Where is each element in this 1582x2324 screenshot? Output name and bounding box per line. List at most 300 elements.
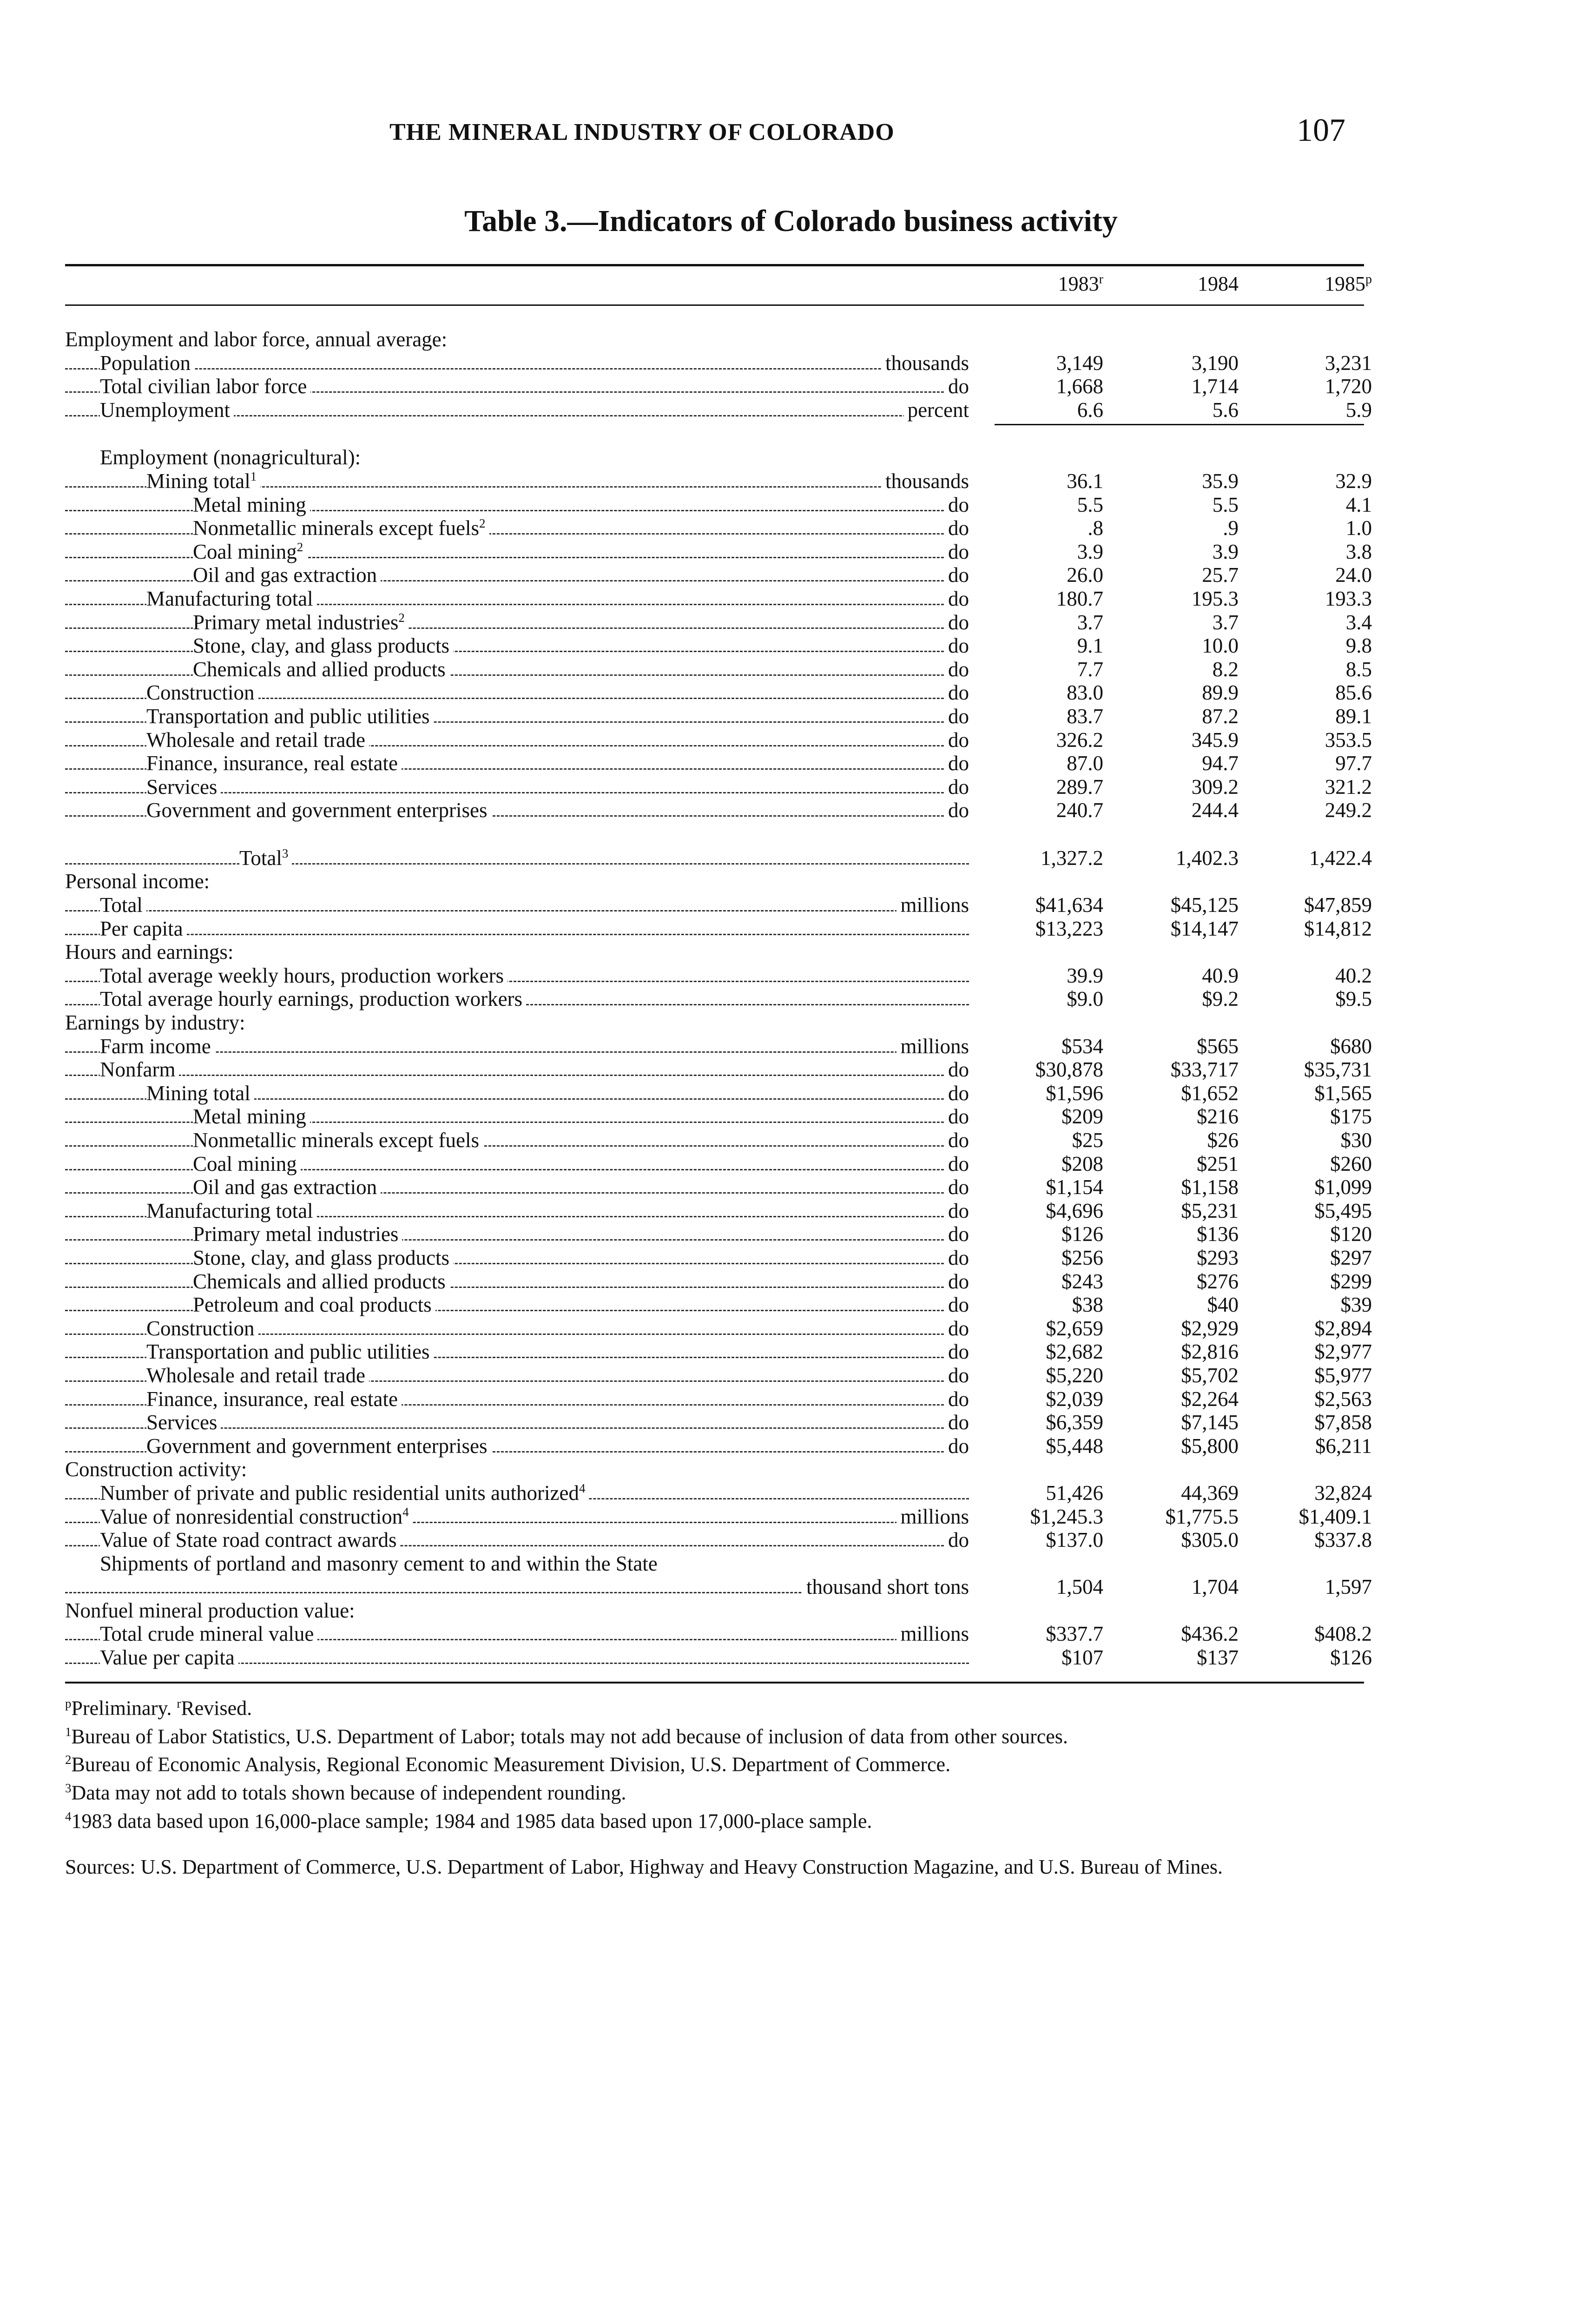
row-unit: millions	[896, 893, 969, 917]
row-unit: do	[944, 752, 969, 775]
footnote-mark: r	[177, 1697, 181, 1710]
cell-1985: 85.6	[1335, 681, 1372, 705]
row-label: Shipments of portland and masonry cement to and within the State	[100, 1552, 661, 1575]
table-row	[0, 681, 1582, 705]
row-unit: do	[944, 1270, 969, 1293]
row-label: Government and government enterprises	[146, 799, 491, 822]
table-row	[0, 705, 1582, 728]
table-row	[0, 1222, 1582, 1246]
table-row	[0, 1105, 1582, 1129]
row-unit: do	[944, 1246, 969, 1269]
cell-1983: 3.9	[1077, 540, 1103, 563]
row-label: Number of private and public residential units authorized$^4$	[100, 1481, 589, 1505]
cell-1985: 24.0	[1335, 563, 1372, 587]
table-bottom-rule	[65, 1682, 1364, 1684]
table-row	[0, 587, 1582, 611]
row-label: Metal mining	[193, 493, 310, 516]
cell-1985: $680	[1330, 1034, 1372, 1058]
table-row	[0, 1152, 1582, 1176]
cell-1985: 1,597	[1325, 1575, 1372, 1598]
row-label: Metal mining	[193, 1105, 310, 1128]
table-row	[0, 752, 1582, 775]
row-unit: do	[944, 1364, 969, 1387]
table-row	[0, 446, 1582, 469]
row-unit: do	[944, 493, 969, 516]
cell-1983: $2,659	[1046, 1316, 1103, 1340]
dot-leader	[65, 368, 969, 370]
row-label: Primary metal industries	[193, 1222, 402, 1246]
row-label: Farm income	[100, 1035, 215, 1058]
table-row	[0, 516, 1582, 540]
footnote-ref: 3	[282, 846, 289, 860]
row-label: Wholesale and retail trade	[146, 1364, 369, 1387]
cell-1983: 289.7	[1056, 775, 1103, 799]
cell-1983: 6.6	[1077, 398, 1103, 422]
row-unit: do	[944, 634, 969, 657]
footnote	[65, 1720, 1364, 1749]
cell-1984: $251	[1197, 1152, 1239, 1175]
cell-1983: $107	[1061, 1645, 1103, 1669]
footnote-text: Data may not add to totals shown because of independent rounding.	[71, 1781, 626, 1804]
cell-1983: $209	[1061, 1105, 1103, 1129]
table-row	[0, 328, 1582, 351]
cell-1984: 3,190	[1191, 351, 1239, 375]
cell-1983: 87.0	[1067, 752, 1103, 775]
row-label: Value of State road contract awards	[100, 1528, 400, 1552]
table-row	[0, 1458, 1582, 1481]
table-row	[0, 987, 1582, 1011]
row-unit: do	[944, 1129, 969, 1152]
cell-1985: 3,231	[1325, 351, 1372, 375]
cell-1985: $2,977	[1314, 1340, 1372, 1364]
table-row	[0, 799, 1582, 822]
cell-1984: 44,369	[1181, 1481, 1239, 1505]
table-row	[0, 1622, 1582, 1646]
row-label: Nonfarm	[100, 1058, 179, 1081]
row-label: Petroleum and coal products	[193, 1293, 435, 1316]
cell-1983: $1,245.3	[1030, 1505, 1103, 1528]
cell-1984: $5,702	[1181, 1363, 1239, 1387]
footnote-mark: 3	[65, 1781, 72, 1795]
cell-1984: $216	[1197, 1105, 1239, 1129]
cell-1984: 10.0	[1202, 634, 1239, 658]
cell-1983: $256	[1061, 1246, 1103, 1269]
row-label: Oil and gas extraction	[193, 563, 381, 587]
row-unit: do	[944, 516, 969, 540]
cell-1985: 4.1	[1345, 493, 1372, 516]
row-unit: millions	[896, 1505, 969, 1528]
running-title: THE MINERAL INDUSTRY OF COLORADO	[389, 119, 895, 145]
footnote-mark: p	[65, 1697, 72, 1710]
table-row	[0, 351, 1582, 375]
cell-1985: $297	[1330, 1246, 1372, 1269]
cell-1984: $9.2	[1202, 987, 1239, 1011]
row-unit: do	[944, 1528, 969, 1552]
row-label: Mining total$^1$	[146, 469, 260, 493]
cell-1985: $1,409.1	[1299, 1505, 1372, 1528]
cell-1985: $2,563	[1314, 1387, 1372, 1411]
row-unit: do	[944, 1434, 969, 1458]
cell-1985: $260	[1330, 1152, 1372, 1175]
footnote-ref: 2	[479, 516, 486, 531]
row-label: Total	[100, 893, 146, 917]
row-label: Population	[100, 351, 194, 375]
cell-1983: $243	[1061, 1269, 1103, 1293]
row-unit: do	[944, 563, 969, 587]
dot-leader	[65, 863, 969, 865]
cell-1984: $33,717	[1170, 1058, 1239, 1082]
cell-1985: $6,211	[1315, 1434, 1372, 1458]
row-unit: do	[944, 681, 969, 704]
cell-1983: $25	[1072, 1129, 1103, 1152]
cell-1984: .9	[1223, 516, 1239, 540]
cell-1985: $1,565	[1314, 1081, 1372, 1105]
cell-1984: $1,652	[1181, 1081, 1239, 1105]
footnote	[65, 1805, 1364, 1833]
cell-1984: 25.7	[1202, 563, 1239, 587]
table-title: Table 3.—Indicators of Colorado business activity	[464, 204, 1118, 238]
cell-1985: $126	[1330, 1645, 1372, 1669]
row-label: Construction	[146, 681, 258, 704]
row-label: Employment (nonagricultural):	[100, 446, 364, 469]
cell-1983: $5,448	[1046, 1434, 1103, 1458]
cell-1985: 3.4	[1345, 610, 1372, 634]
row-label: Personal income:	[65, 870, 213, 893]
sources-note: Sources: U.S. Department of Commerce, U.S. Department of Labor, Highway and Heavy Construction Magazine, and U.S. Bureau of Mines.	[65, 1855, 1223, 1879]
row-unit: thousand short tons	[803, 1575, 969, 1598]
row-unit: do	[944, 587, 969, 610]
row-label: Construction activity:	[65, 1458, 250, 1481]
table-row	[0, 1505, 1582, 1529]
cell-1984: 87.2	[1202, 704, 1239, 728]
row-label: Stone, clay, and glass products	[193, 634, 453, 657]
cell-1983: $38	[1072, 1293, 1103, 1317]
cell-1985: 32,824	[1314, 1481, 1372, 1505]
row-label: Hours and earnings:	[65, 940, 237, 964]
row-label: Chemicals and allied products	[193, 658, 449, 681]
cell-1985: 353.5	[1325, 728, 1372, 752]
row-label: Nonfuel mineral production value:	[65, 1599, 359, 1622]
table-row	[0, 1058, 1582, 1082]
row-unit: do	[944, 728, 969, 752]
cell-1984: 8.2	[1212, 657, 1239, 681]
cell-1985: 40.2	[1335, 964, 1372, 987]
table-row	[0, 1175, 1582, 1199]
footnote-ref: 2	[398, 610, 405, 625]
row-label: Transportation and public utilities	[146, 705, 434, 728]
row-label: Total average hourly earnings, production workers	[100, 987, 526, 1010]
cell-1983: 3.7	[1077, 610, 1103, 634]
row-label: Government and government enterprises	[146, 1434, 491, 1458]
cell-1984: $26	[1207, 1129, 1239, 1152]
footnote-text: 1983 data based upon 16,000-place sample; 1984 and 1985 data based upon 17,000-place sample.	[71, 1809, 872, 1833]
cell-1985: 1,422.4	[1309, 846, 1372, 870]
table-row	[0, 1270, 1582, 1294]
table-row	[0, 964, 1582, 988]
cell-1983: $41,634	[1035, 893, 1103, 917]
table-row	[0, 940, 1582, 964]
table-row	[0, 1599, 1582, 1623]
table-row	[0, 1246, 1582, 1270]
cell-1985: 32.9	[1335, 469, 1372, 493]
cell-1984: $137	[1197, 1645, 1239, 1669]
cell-1983: $126	[1061, 1222, 1103, 1246]
row-label: Services	[146, 775, 221, 799]
cell-1984: $1,775.5	[1165, 1505, 1239, 1528]
table-row	[0, 1434, 1582, 1458]
cell-1984: 244.4	[1191, 799, 1239, 822]
row-label: Coal mining	[193, 1152, 301, 1175]
table-row	[0, 1552, 1582, 1599]
row-label: Nonmetallic minerals except fuels$^2$	[193, 516, 489, 540]
table-row	[0, 870, 1582, 893]
footnote-text: Revised.	[181, 1697, 252, 1720]
cell-1983: .8	[1088, 516, 1103, 540]
table-row	[0, 1035, 1582, 1058]
column-header-1983: 1983$^r$	[1058, 272, 1103, 295]
cell-1983: 9.1	[1077, 634, 1103, 658]
cell-1983: 1,668	[1056, 375, 1103, 398]
cell-1984: 1,714	[1191, 375, 1239, 398]
cell-1983: $6,359	[1046, 1411, 1103, 1434]
cell-1985: $30	[1340, 1129, 1372, 1152]
cell-1983: 240.7	[1056, 799, 1103, 822]
footnotes	[65, 1692, 1364, 1879]
row-label: Earnings by industry:	[65, 1011, 249, 1034]
cell-1985: 1,720	[1325, 375, 1372, 398]
cell-1984: 345.9	[1191, 728, 1239, 752]
unemployment-total-rule	[995, 424, 1364, 425]
cell-1984: 40.9	[1202, 964, 1239, 987]
cell-1983: 7.7	[1077, 657, 1103, 681]
cell-1984: 1,402.3	[1176, 846, 1239, 870]
row-unit: do	[944, 540, 969, 563]
table-row	[0, 1011, 1582, 1035]
row-unit: do	[944, 775, 969, 799]
footnote-ref: 1	[250, 469, 257, 483]
table-row	[0, 611, 1582, 634]
row-label: Services	[146, 1411, 221, 1434]
cell-1983: 39.9	[1067, 964, 1103, 987]
cell-1985: $120	[1330, 1222, 1372, 1246]
row-unit: do	[944, 1105, 969, 1128]
row-label: Total crude mineral value	[100, 1622, 317, 1645]
table-row	[0, 917, 1582, 941]
cell-1983: 83.0	[1067, 681, 1103, 705]
column-header-1985: 1985$^p$	[1325, 272, 1372, 295]
row-label: Value per capita	[100, 1646, 238, 1669]
row-label: Chemicals and allied products	[193, 1270, 449, 1293]
table-row	[0, 893, 1582, 917]
row-label: Unemployment	[100, 398, 234, 422]
cell-1983: $9.0	[1067, 987, 1103, 1011]
table-row	[0, 1340, 1582, 1364]
table-row	[0, 1646, 1582, 1670]
row-label: Manufacturing total	[146, 587, 317, 610]
row-label: Value of nonresidential construction$^4$	[100, 1505, 413, 1528]
cell-1983: 1,327.2	[1041, 846, 1103, 870]
cell-1985: $408.2	[1314, 1622, 1372, 1646]
row-unit: do	[944, 1058, 969, 1081]
row-label: Total$^3$	[239, 846, 292, 870]
cell-1984: $5,800	[1181, 1434, 1239, 1458]
footnote	[65, 1748, 1364, 1776]
row-unit: do	[944, 1387, 969, 1411]
footnote	[65, 1692, 1364, 1720]
cell-1984: 195.3	[1191, 587, 1239, 610]
cell-1984: $5,231	[1181, 1199, 1239, 1222]
cell-1983: 3,149	[1056, 351, 1103, 375]
table-top-rule	[65, 264, 1364, 266]
cell-1984: $45,125	[1170, 893, 1239, 917]
cell-1984: $2,264	[1181, 1387, 1239, 1411]
row-unit: do	[944, 1340, 969, 1363]
table-row	[0, 1528, 1582, 1552]
cell-1983: 26.0	[1067, 563, 1103, 587]
running-head	[0, 112, 1582, 160]
cell-1983: 180.7	[1056, 587, 1103, 610]
cell-1984: $40	[1207, 1293, 1239, 1317]
cell-1983: 83.7	[1067, 704, 1103, 728]
row-label: Mining total	[146, 1082, 254, 1105]
row-unit: do	[944, 1411, 969, 1434]
table-row	[0, 1317, 1582, 1340]
row-unit: do	[944, 375, 969, 398]
footnote-text: Bureau of Labor Statistics, U.S. Department of Labor; totals may not add because of inclusion of data from other sources.	[71, 1725, 1068, 1748]
table-row	[0, 1129, 1582, 1152]
row-label: Wholesale and retail trade	[146, 728, 369, 752]
cell-1984: $276	[1197, 1269, 1239, 1293]
row-label: Finance, insurance, real estate	[146, 1387, 402, 1411]
table-row	[0, 634, 1582, 658]
table-spacer	[0, 422, 1582, 446]
table-row	[0, 846, 1582, 870]
row-unit: millions	[896, 1035, 969, 1058]
row-label: Oil and gas extraction	[193, 1175, 381, 1199]
row-label: Transportation and public utilities	[146, 1340, 434, 1363]
cell-1985: $47,859	[1304, 893, 1372, 917]
cell-1984: 3.7	[1212, 610, 1239, 634]
cell-1984: $305.0	[1181, 1528, 1239, 1552]
table-row	[0, 563, 1582, 587]
cell-1985: $175	[1330, 1105, 1372, 1129]
table-row	[0, 469, 1582, 493]
row-label: Stone, clay, and glass products	[193, 1246, 453, 1269]
footnote-text: Bureau of Economic Analysis, Regional Economic Measurement Division, U.S. Department of Commerce.	[71, 1753, 951, 1776]
dot-leader	[65, 1075, 969, 1076]
footnote-ref: 2	[297, 540, 303, 554]
row-label: Employment and labor force, annual average:	[65, 328, 451, 351]
cell-1983: $1,596	[1046, 1081, 1103, 1105]
table-row	[0, 398, 1582, 422]
cell-1983: 1,504	[1056, 1575, 1103, 1598]
footnote-text: Preliminary.	[71, 1697, 177, 1720]
dot-leader	[65, 934, 969, 935]
row-label: Nonmetallic minerals except fuels	[193, 1129, 483, 1152]
cell-1984: $2,816	[1181, 1340, 1239, 1364]
table-row	[0, 1481, 1582, 1505]
cell-1983: $13,223	[1035, 917, 1103, 940]
cell-1983: $5,220	[1046, 1363, 1103, 1387]
cell-1985: 249.2	[1325, 799, 1372, 822]
footnote	[65, 1776, 1364, 1805]
row-unit: thousands	[882, 351, 969, 375]
row-unit: do	[944, 1175, 969, 1199]
cell-1983: 36.1	[1067, 469, 1103, 493]
table-row	[0, 1387, 1582, 1411]
table-row	[0, 775, 1582, 799]
table-row	[0, 728, 1582, 752]
cell-1985: 5.9	[1345, 398, 1372, 422]
cell-1985: 8.5	[1345, 657, 1372, 681]
table-row	[0, 375, 1582, 398]
footnote-mark: 2	[65, 1753, 72, 1767]
cell-1983: 326.2	[1056, 728, 1103, 752]
row-unit: do	[944, 1222, 969, 1246]
dot-leader	[65, 910, 969, 911]
row-unit: do	[944, 1082, 969, 1105]
table-row	[0, 1199, 1582, 1223]
row-unit: do	[944, 1293, 969, 1316]
table-row	[0, 1082, 1582, 1105]
cell-1985: $7,858	[1314, 1411, 1372, 1434]
row-unit: percent	[904, 398, 969, 422]
cell-1985: $337.8	[1314, 1528, 1372, 1552]
row-unit: do	[944, 1199, 969, 1222]
cell-1985: 1.0	[1345, 516, 1372, 540]
cell-1984: 1,704	[1191, 1575, 1239, 1598]
cell-1985: $2,894	[1314, 1316, 1372, 1340]
row-label: Total civilian labor force	[100, 375, 310, 398]
cell-1985: $9.5	[1335, 987, 1372, 1011]
cell-1983: $2,039	[1046, 1387, 1103, 1411]
cell-1984: 309.2	[1191, 775, 1239, 799]
cell-1985: $5,495	[1314, 1199, 1372, 1222]
cell-1984: $293	[1197, 1246, 1239, 1269]
row-unit: do	[944, 1152, 969, 1175]
cell-1984: $7,145	[1181, 1411, 1239, 1434]
table-row	[0, 658, 1582, 681]
row-unit: do	[944, 799, 969, 822]
cell-1984: 94.7	[1202, 752, 1239, 775]
cell-1984: 3.9	[1212, 540, 1239, 563]
row-unit: do	[944, 611, 969, 634]
column-header-rule	[65, 304, 1364, 306]
row-unit: millions	[896, 1622, 969, 1645]
cell-1984: $1,158	[1181, 1175, 1239, 1199]
footnote-ref: 4	[402, 1505, 409, 1519]
cell-1983: $534	[1061, 1034, 1103, 1058]
table-spacer	[0, 822, 1582, 846]
table-row	[0, 493, 1582, 517]
row-unit: do	[944, 705, 969, 728]
row-unit: do	[944, 1317, 969, 1340]
cell-1983: $337.7	[1046, 1622, 1103, 1646]
row-label: Coal mining$^2$	[193, 540, 307, 563]
row-label: Per capita	[100, 917, 187, 940]
cell-1983: 51,426	[1046, 1481, 1103, 1505]
cell-1985: 193.3	[1325, 587, 1372, 610]
table-row	[0, 1293, 1582, 1317]
cell-1983: $2,682	[1046, 1340, 1103, 1364]
cell-1985: $35,731	[1304, 1058, 1372, 1082]
cell-1983: $208	[1061, 1152, 1103, 1175]
cell-1984: 35.9	[1202, 469, 1239, 493]
cell-1983: $30,878	[1035, 1058, 1103, 1082]
cell-1985: $1,099	[1314, 1175, 1372, 1199]
page-number: 107	[1297, 112, 1345, 148]
cell-1983: $4,696	[1046, 1199, 1103, 1222]
